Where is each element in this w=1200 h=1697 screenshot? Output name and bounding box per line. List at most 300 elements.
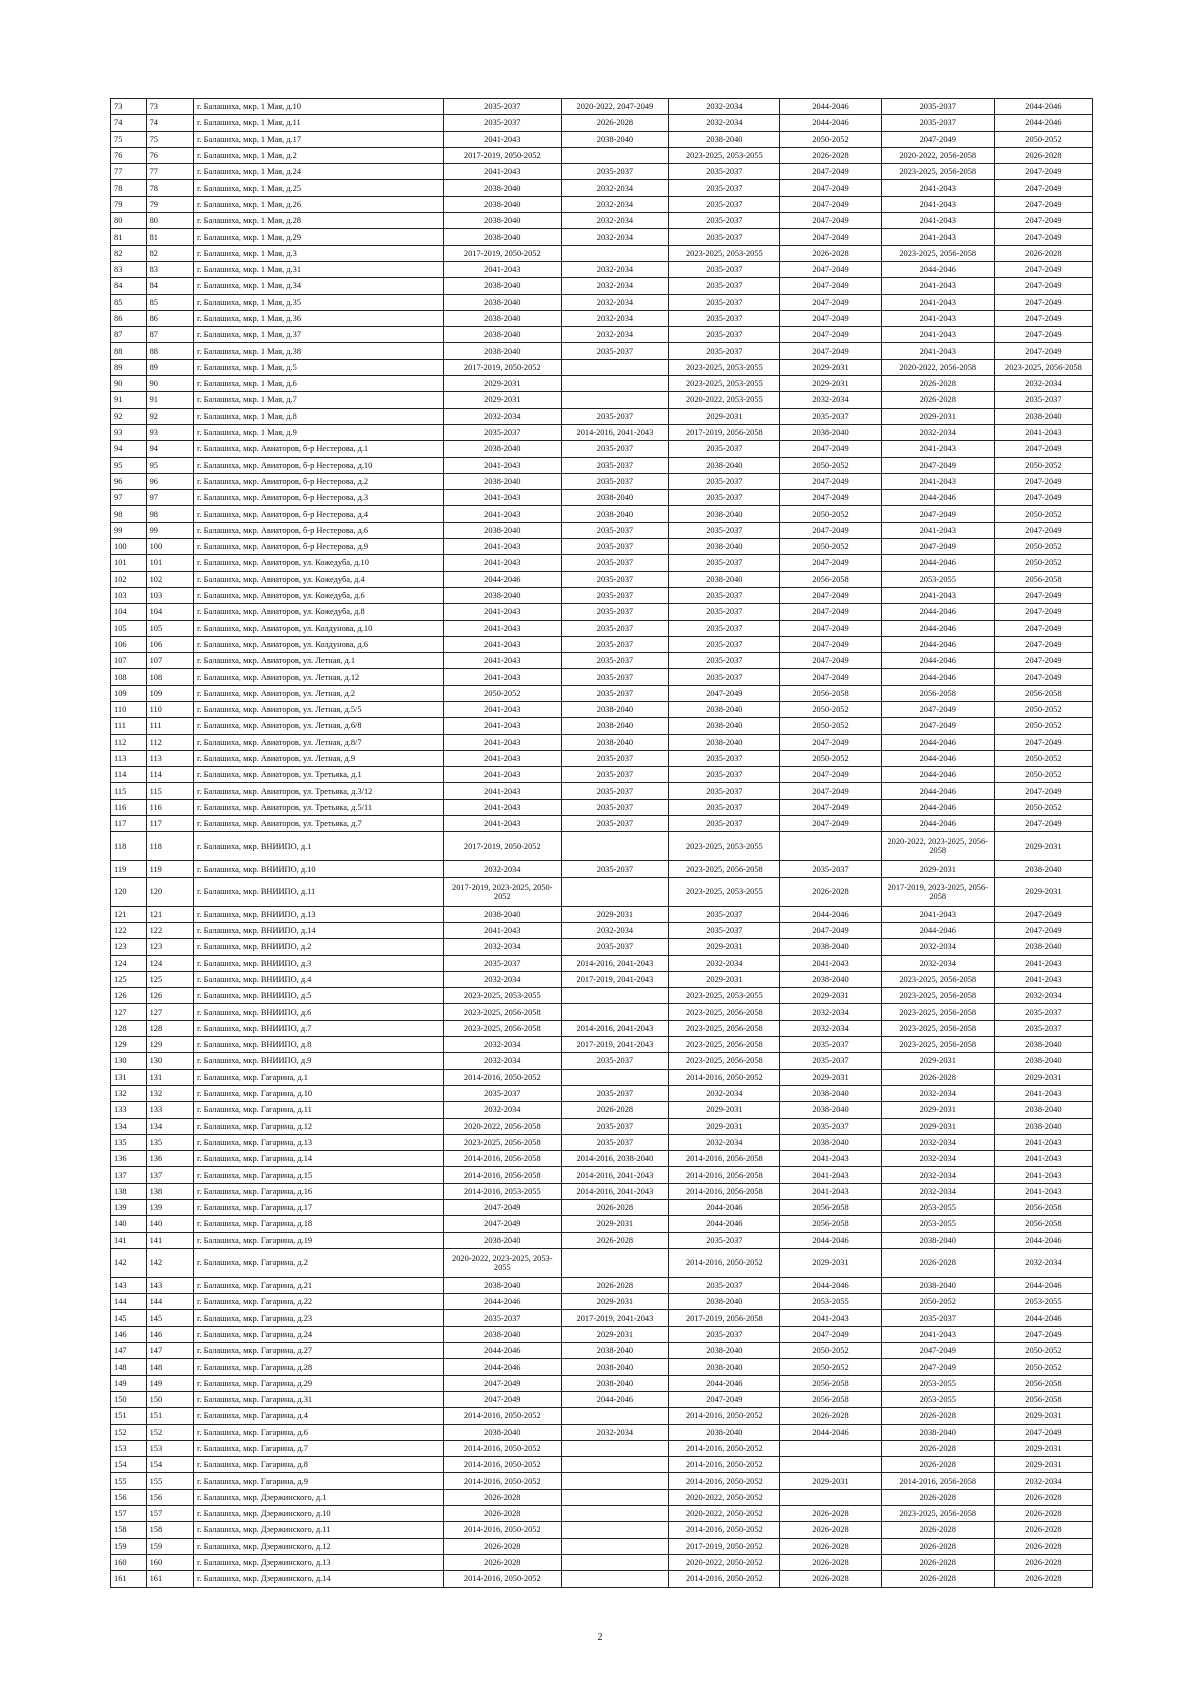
period-1-cell: 2041-2043	[444, 164, 561, 180]
period-4-cell: 2047-2049	[780, 816, 881, 832]
period-3-cell: 2044-2046	[669, 1216, 780, 1232]
row-number-cell: 147	[111, 1343, 147, 1359]
period-3-cell: 2023-2025, 2053-2055	[669, 832, 780, 861]
period-4-cell: 2044-2046	[780, 906, 881, 922]
period-6-cell: 2047-2049	[994, 213, 1092, 229]
period-6-cell: 2044-2046	[994, 99, 1092, 115]
row-number-cell: 76	[111, 147, 147, 163]
table-row	[111, 701, 1093, 717]
period-1-cell: 2032-2034	[444, 1053, 561, 1069]
period-2-cell: 2014-2016, 2041-2043	[561, 955, 669, 971]
period-3-cell: 2023-2025, 2056-2058	[669, 1037, 780, 1053]
period-4-cell: 2026-2028	[780, 1522, 881, 1538]
period-2-cell: 2038-2040	[561, 1375, 669, 1391]
period-3-cell: 2035-2037	[669, 441, 780, 457]
address-cell: г. Балашиха, мкр. Авиаторов, ул. Третьяка, д.7	[193, 816, 443, 832]
period-5-cell: 2023-2025, 2056-2058	[881, 1506, 994, 1522]
address-cell: г. Балашиха, мкр. Гагарина, д.29	[193, 1375, 443, 1391]
row-number-cell: 81	[111, 229, 147, 245]
address-cell: г. Балашиха, мкр. 1 Мая, д.17	[193, 131, 443, 147]
period-5-cell: 2017-2019, 2023-2025, 2056-2058	[881, 877, 994, 906]
table-row	[111, 1102, 1093, 1118]
period-4-cell: 2029-2031	[780, 988, 881, 1004]
period-4-cell: 2050-2052	[780, 701, 881, 717]
period-2-cell	[561, 988, 669, 1004]
period-2-cell: 2038-2040	[561, 131, 669, 147]
period-4-cell: 2050-2052	[780, 539, 881, 555]
period-2-cell	[561, 1554, 669, 1570]
period-1-cell: 2023-2025, 2053-2055	[444, 988, 561, 1004]
period-5-cell: 2026-2028	[881, 1069, 994, 1085]
table-row	[111, 343, 1093, 359]
row-number-cell: 141	[111, 1232, 147, 1248]
period-1-cell: 2017-2019, 2050-2052	[444, 147, 561, 163]
row-number-cell: 137	[111, 1167, 147, 1183]
row-number-cell: 116	[111, 799, 147, 815]
period-2-cell: 2026-2028	[561, 1277, 669, 1293]
period-3-cell: 2035-2037	[669, 522, 780, 538]
period-3-cell: 2023-2025, 2053-2055	[669, 359, 780, 375]
period-5-cell: 2029-2031	[881, 408, 994, 424]
period-6-cell: 2047-2049	[994, 441, 1092, 457]
period-6-cell: 2029-2031	[994, 1457, 1092, 1473]
row-number-cell: 156	[111, 1489, 147, 1505]
period-6-cell: 2050-2052	[994, 539, 1092, 555]
table-row	[111, 1216, 1093, 1232]
address-cell: г. Балашиха, мкр. Гагарина, д.23	[193, 1310, 443, 1326]
period-3-cell: 2038-2040	[669, 539, 780, 555]
period-1-cell: 2029-2031	[444, 376, 561, 392]
period-6-cell: 2047-2049	[994, 310, 1092, 326]
period-5-cell: 2047-2049	[881, 1343, 994, 1359]
period-4-cell: 2056-2058	[780, 1375, 881, 1391]
row-number-cell: 146	[111, 1326, 147, 1342]
period-6-cell: 2047-2049	[994, 294, 1092, 310]
period-6-cell: 2047-2049	[994, 816, 1092, 832]
row-index-cell: 92	[146, 408, 193, 424]
period-5-cell: 2035-2037	[881, 115, 994, 131]
table-row	[111, 1343, 1093, 1359]
period-4-cell: 2047-2049	[780, 441, 881, 457]
table-row	[111, 115, 1093, 131]
period-1-cell: 2044-2046	[444, 1294, 561, 1310]
row-number-cell: 154	[111, 1457, 147, 1473]
row-index-cell: 136	[146, 1151, 193, 1167]
period-1-cell: 2035-2037	[444, 1310, 561, 1326]
row-number-cell: 75	[111, 131, 147, 147]
period-3-cell: 2035-2037	[669, 555, 780, 571]
row-number-cell: 151	[111, 1408, 147, 1424]
address-cell: г. Балашиха, мкр. Авиаторов, ул. Колдунова, д.6	[193, 636, 443, 652]
row-index-cell: 139	[146, 1200, 193, 1216]
period-2-cell: 2035-2037	[561, 441, 669, 457]
period-2-cell: 2038-2040	[561, 506, 669, 522]
period-5-cell: 2026-2028	[881, 1538, 994, 1554]
table-row	[111, 457, 1093, 473]
period-3-cell: 2044-2046	[669, 1200, 780, 1216]
period-5-cell: 2041-2043	[881, 441, 994, 457]
row-index-cell: 98	[146, 506, 193, 522]
period-4-cell	[780, 1489, 881, 1505]
period-6-cell: 2047-2049	[994, 196, 1092, 212]
period-6-cell: 2056-2058	[994, 571, 1092, 587]
table-row	[111, 522, 1093, 538]
table-row	[111, 180, 1093, 196]
period-3-cell: 2020-2022, 2050-2052	[669, 1554, 780, 1570]
period-4-cell: 2047-2049	[780, 343, 881, 359]
period-5-cell: 2041-2043	[881, 278, 994, 294]
period-1-cell: 2032-2034	[444, 1037, 561, 1053]
period-4-cell: 2044-2046	[780, 99, 881, 115]
period-4-cell: 2056-2058	[780, 685, 881, 701]
row-number-cell: 77	[111, 164, 147, 180]
period-6-cell: 2029-2031	[994, 1408, 1092, 1424]
period-2-cell: 2035-2037	[561, 587, 669, 603]
period-4-cell: 2029-2031	[780, 1248, 881, 1277]
row-index-cell: 120	[146, 877, 193, 906]
period-1-cell: 2041-2043	[444, 457, 561, 473]
period-5-cell: 2026-2028	[881, 1554, 994, 1570]
period-6-cell: 2032-2034	[994, 1473, 1092, 1489]
period-6-cell: 2047-2049	[994, 922, 1092, 938]
period-1-cell: 2032-2034	[444, 939, 561, 955]
row-number-cell: 126	[111, 988, 147, 1004]
period-6-cell: 2050-2052	[994, 457, 1092, 473]
period-5-cell: 2038-2040	[881, 1277, 994, 1293]
table-row	[111, 1085, 1093, 1101]
period-4-cell: 2047-2049	[780, 261, 881, 277]
period-2-cell: 2032-2034	[561, 278, 669, 294]
period-2-cell: 2029-2031	[561, 1294, 669, 1310]
period-1-cell: 2041-2043	[444, 555, 561, 571]
period-1-cell: 2017-2019, 2023-2025, 2050-2052	[444, 877, 561, 906]
period-1-cell: 2014-2016, 2050-2052	[444, 1473, 561, 1489]
row-index-cell: 150	[146, 1391, 193, 1407]
period-5-cell: 2029-2031	[881, 1102, 994, 1118]
row-number-cell: 134	[111, 1118, 147, 1134]
period-1-cell: 2038-2040	[444, 441, 561, 457]
period-6-cell: 2026-2028	[994, 1506, 1092, 1522]
period-4-cell: 2056-2058	[780, 571, 881, 587]
period-3-cell: 2038-2040	[669, 734, 780, 750]
address-cell: г. Балашиха, мкр. Авиаторов, ул. Кожедуба, д.8	[193, 604, 443, 620]
period-4-cell: 2047-2049	[780, 1326, 881, 1342]
period-1-cell: 2020-2022, 2056-2058	[444, 1118, 561, 1134]
period-3-cell: 2023-2025, 2056-2058	[669, 1020, 780, 1036]
period-3-cell: 2044-2046	[669, 1375, 780, 1391]
period-1-cell: 2026-2028	[444, 1538, 561, 1554]
period-5-cell: 2026-2028	[881, 1408, 994, 1424]
address-cell: г. Балашиха, мкр. Гагарина, д.10	[193, 1085, 443, 1101]
period-5-cell: 2035-2037	[881, 1310, 994, 1326]
address-cell: г. Балашиха, мкр. 1 Мая, д.11	[193, 115, 443, 131]
address-cell: г. Балашиха, мкр. Гагарина, д.12	[193, 1118, 443, 1134]
period-4-cell: 2047-2049	[780, 294, 881, 310]
period-3-cell: 2038-2040	[669, 1359, 780, 1375]
period-6-cell: 2029-2031	[994, 1440, 1092, 1456]
period-2-cell	[561, 1248, 669, 1277]
period-6-cell: 2044-2046	[994, 1277, 1092, 1293]
period-2-cell: 2029-2031	[561, 1216, 669, 1232]
period-1-cell: 2041-2043	[444, 701, 561, 717]
period-3-cell: 2023-2025, 2056-2058	[669, 1004, 780, 1020]
address-cell: г. Балашиха, мкр. Дзержинского, д.13	[193, 1554, 443, 1570]
period-1-cell: 2032-2034	[444, 408, 561, 424]
table-row	[111, 278, 1093, 294]
period-4-cell: 2035-2037	[780, 1037, 881, 1053]
period-3-cell: 2035-2037	[669, 1277, 780, 1293]
period-2-cell: 2014-2016, 2041-2043	[561, 1183, 669, 1199]
period-2-cell: 2035-2037	[561, 1085, 669, 1101]
period-3-cell: 2017-2019, 2056-2058	[669, 1310, 780, 1326]
row-number-cell: 132	[111, 1085, 147, 1101]
period-1-cell: 2023-2025, 2056-2058	[444, 1004, 561, 1020]
period-1-cell: 2038-2040	[444, 180, 561, 196]
row-index-cell: 134	[146, 1118, 193, 1134]
period-4-cell: 2035-2037	[780, 1053, 881, 1069]
period-1-cell: 2017-2019, 2050-2052	[444, 832, 561, 861]
period-6-cell: 2047-2049	[994, 490, 1092, 506]
address-cell: г. Балашиха, мкр. 1 Мая, д.7	[193, 392, 443, 408]
period-3-cell: 2035-2037	[669, 164, 780, 180]
address-cell: г. Балашиха, мкр. Гагарина, д.7	[193, 1440, 443, 1456]
row-number-cell: 97	[111, 490, 147, 506]
table-row	[111, 1134, 1093, 1150]
period-4-cell: 2029-2031	[780, 1473, 881, 1489]
period-4-cell	[780, 832, 881, 861]
period-6-cell: 2047-2049	[994, 669, 1092, 685]
period-3-cell: 2047-2049	[669, 685, 780, 701]
table-row	[111, 877, 1093, 906]
table-row	[111, 767, 1093, 783]
period-2-cell: 2032-2034	[561, 261, 669, 277]
period-6-cell: 2050-2052	[994, 767, 1092, 783]
period-4-cell: 2047-2049	[780, 196, 881, 212]
table-row	[111, 653, 1093, 669]
table-row	[111, 922, 1093, 938]
period-4-cell: 2032-2034	[780, 1020, 881, 1036]
period-1-cell: 2041-2043	[444, 131, 561, 147]
row-index-cell: 83	[146, 261, 193, 277]
period-2-cell: 2038-2040	[561, 718, 669, 734]
period-4-cell: 2050-2052	[780, 506, 881, 522]
period-4-cell: 2056-2058	[780, 1200, 881, 1216]
period-3-cell: 2038-2040	[669, 718, 780, 734]
address-cell: г. Балашиха, мкр. Авиаторов, б-р Нестерова, д.2	[193, 473, 443, 489]
period-3-cell: 2023-2025, 2056-2058	[669, 861, 780, 877]
row-index-cell: 74	[146, 115, 193, 131]
period-6-cell: 2047-2049	[994, 343, 1092, 359]
row-index-cell: 148	[146, 1359, 193, 1375]
row-number-cell: 98	[111, 506, 147, 522]
period-5-cell: 2044-2046	[881, 767, 994, 783]
period-4-cell: 2047-2049	[780, 522, 881, 538]
period-2-cell	[561, 1489, 669, 1505]
row-number-cell: 82	[111, 245, 147, 261]
row-index-cell: 137	[146, 1167, 193, 1183]
table-row	[111, 1359, 1093, 1375]
address-cell: г. Балашиха, мкр. Гагарина, д.31	[193, 1391, 443, 1407]
period-1-cell: 2014-2016, 2050-2052	[444, 1571, 561, 1587]
table-row	[111, 571, 1093, 587]
row-index-cell: 123	[146, 939, 193, 955]
row-number-cell: 88	[111, 343, 147, 359]
period-5-cell: 2032-2034	[881, 424, 994, 440]
row-number-cell: 143	[111, 1277, 147, 1293]
period-3-cell: 2014-2016, 2056-2058	[669, 1183, 780, 1199]
period-3-cell: 2023-2025, 2053-2055	[669, 877, 780, 906]
address-cell: г. Балашиха, мкр. Авиаторов, ул. Третьяка, д.1	[193, 767, 443, 783]
period-6-cell: 2050-2052	[994, 506, 1092, 522]
row-index-cell: 94	[146, 441, 193, 457]
period-5-cell: 2053-2055	[881, 1375, 994, 1391]
period-6-cell: 2047-2049	[994, 473, 1092, 489]
period-1-cell: 2020-2022, 2023-2025, 2053-2055	[444, 1248, 561, 1277]
address-cell: г. Балашиха, мкр. Гагарина, д.27	[193, 1343, 443, 1359]
period-3-cell: 2029-2031	[669, 939, 780, 955]
table-row	[111, 685, 1093, 701]
period-2-cell	[561, 1522, 669, 1538]
period-3-cell: 2035-2037	[669, 213, 780, 229]
period-4-cell: 2035-2037	[780, 861, 881, 877]
row-index-cell: 157	[146, 1506, 193, 1522]
row-number-cell: 105	[111, 620, 147, 636]
period-2-cell: 2035-2037	[561, 816, 669, 832]
period-5-cell: 2041-2043	[881, 180, 994, 196]
row-number-cell: 136	[111, 1151, 147, 1167]
table-row	[111, 955, 1093, 971]
table-row	[111, 1069, 1093, 1085]
address-cell: г. Балашиха, мкр. Дзержинского, д.14	[193, 1571, 443, 1587]
period-3-cell: 2035-2037	[669, 750, 780, 766]
period-1-cell: 2038-2040	[444, 310, 561, 326]
period-2-cell: 2035-2037	[561, 620, 669, 636]
period-1-cell: 2014-2016, 2050-2052	[444, 1440, 561, 1456]
table-row	[111, 1200, 1093, 1216]
row-number-cell: 101	[111, 555, 147, 571]
period-3-cell: 2032-2034	[669, 955, 780, 971]
row-index-cell: 122	[146, 922, 193, 938]
period-5-cell: 2032-2034	[881, 1183, 994, 1199]
table-row	[111, 620, 1093, 636]
address-cell: г. Балашиха, мкр. ВНИИПО, д.10	[193, 861, 443, 877]
period-6-cell: 2056-2058	[994, 1375, 1092, 1391]
address-cell: г. Балашиха, мкр. ВНИИПО, д.13	[193, 906, 443, 922]
period-2-cell: 2017-2019, 2041-2043	[561, 1310, 669, 1326]
period-1-cell: 2014-2016, 2056-2058	[444, 1151, 561, 1167]
period-6-cell: 2050-2052	[994, 131, 1092, 147]
row-number-cell: 100	[111, 539, 147, 555]
period-5-cell: 2047-2049	[881, 539, 994, 555]
period-4-cell: 2044-2046	[780, 115, 881, 131]
row-number-cell: 121	[111, 906, 147, 922]
table-row	[111, 750, 1093, 766]
period-5-cell: 2032-2034	[881, 1134, 994, 1150]
row-index-cell: 127	[146, 1004, 193, 1020]
period-3-cell: 2023-2025, 2053-2055	[669, 376, 780, 392]
row-number-cell: 153	[111, 1440, 147, 1456]
period-6-cell: 2038-2040	[994, 861, 1092, 877]
period-4-cell: 2050-2052	[780, 131, 881, 147]
period-6-cell: 2047-2049	[994, 180, 1092, 196]
address-cell: г. Балашиха, мкр. 1 Мая, д.28	[193, 213, 443, 229]
period-5-cell: 2041-2043	[881, 1326, 994, 1342]
period-3-cell: 2035-2037	[669, 604, 780, 620]
period-3-cell: 2029-2031	[669, 971, 780, 987]
period-2-cell: 2038-2040	[561, 701, 669, 717]
period-1-cell: 2014-2016, 2056-2058	[444, 1167, 561, 1183]
address-cell: г. Балашиха, мкр. Гагарина, д.17	[193, 1200, 443, 1216]
address-cell: г. Балашиха, мкр. Авиаторов, ул. Летная, д.5/5	[193, 701, 443, 717]
period-1-cell: 2038-2040	[444, 522, 561, 538]
period-1-cell: 2041-2043	[444, 653, 561, 669]
row-index-cell: 110	[146, 701, 193, 717]
period-3-cell: 2023-2025, 2053-2055	[669, 988, 780, 1004]
period-3-cell: 2035-2037	[669, 343, 780, 359]
address-cell: г. Балашиха, мкр. Авиаторов, ул. Третьяка, д.3/12	[193, 783, 443, 799]
period-5-cell: 2053-2055	[881, 1391, 994, 1407]
period-4-cell: 2047-2049	[780, 587, 881, 603]
row-index-cell: 161	[146, 1571, 193, 1587]
period-1-cell: 2041-2043	[444, 620, 561, 636]
period-4-cell: 2047-2049	[780, 555, 881, 571]
period-5-cell: 2050-2052	[881, 1294, 994, 1310]
table-row	[111, 906, 1093, 922]
row-index-cell: 100	[146, 539, 193, 555]
row-number-cell: 131	[111, 1069, 147, 1085]
row-index-cell: 85	[146, 294, 193, 310]
table-row	[111, 376, 1093, 392]
period-2-cell	[561, 1440, 669, 1456]
address-cell: г. Балашиха, мкр. Гагарина, д.4	[193, 1408, 443, 1424]
row-index-cell: 88	[146, 343, 193, 359]
period-5-cell: 2041-2043	[881, 196, 994, 212]
row-index-cell: 118	[146, 832, 193, 861]
row-number-cell: 79	[111, 196, 147, 212]
period-3-cell: 2038-2040	[669, 1343, 780, 1359]
table-row	[111, 1248, 1093, 1277]
period-3-cell: 2017-2019, 2056-2058	[669, 424, 780, 440]
address-cell: г. Балашиха, мкр. Дзержинского, д.12	[193, 1538, 443, 1554]
period-2-cell	[561, 832, 669, 861]
period-1-cell: 2035-2037	[444, 99, 561, 115]
row-index-cell: 125	[146, 971, 193, 987]
period-2-cell: 2032-2034	[561, 922, 669, 938]
table-row	[111, 861, 1093, 877]
period-5-cell: 2041-2043	[881, 522, 994, 538]
period-1-cell: 2038-2040	[444, 1326, 561, 1342]
period-4-cell	[780, 1457, 881, 1473]
period-1-cell: 2026-2028	[444, 1506, 561, 1522]
row-index-cell: 124	[146, 955, 193, 971]
address-cell: г. Балашиха, мкр. 1 Мая, д.35	[193, 294, 443, 310]
period-6-cell: 2047-2049	[994, 522, 1092, 538]
row-number-cell: 123	[111, 939, 147, 955]
row-index-cell: 126	[146, 988, 193, 1004]
period-3-cell: 2014-2016, 2050-2052	[669, 1069, 780, 1085]
row-number-cell: 140	[111, 1216, 147, 1232]
period-5-cell: 2038-2040	[881, 1424, 994, 1440]
period-1-cell: 2041-2043	[444, 734, 561, 750]
row-number-cell: 108	[111, 669, 147, 685]
row-index-cell: 144	[146, 1294, 193, 1310]
period-2-cell	[561, 1506, 669, 1522]
table-row	[111, 816, 1093, 832]
address-cell: г. Балашиха, мкр. 1 Мая, д.6	[193, 376, 443, 392]
period-5-cell: 2044-2046	[881, 750, 994, 766]
period-4-cell: 2026-2028	[780, 1506, 881, 1522]
period-1-cell: 2041-2043	[444, 261, 561, 277]
